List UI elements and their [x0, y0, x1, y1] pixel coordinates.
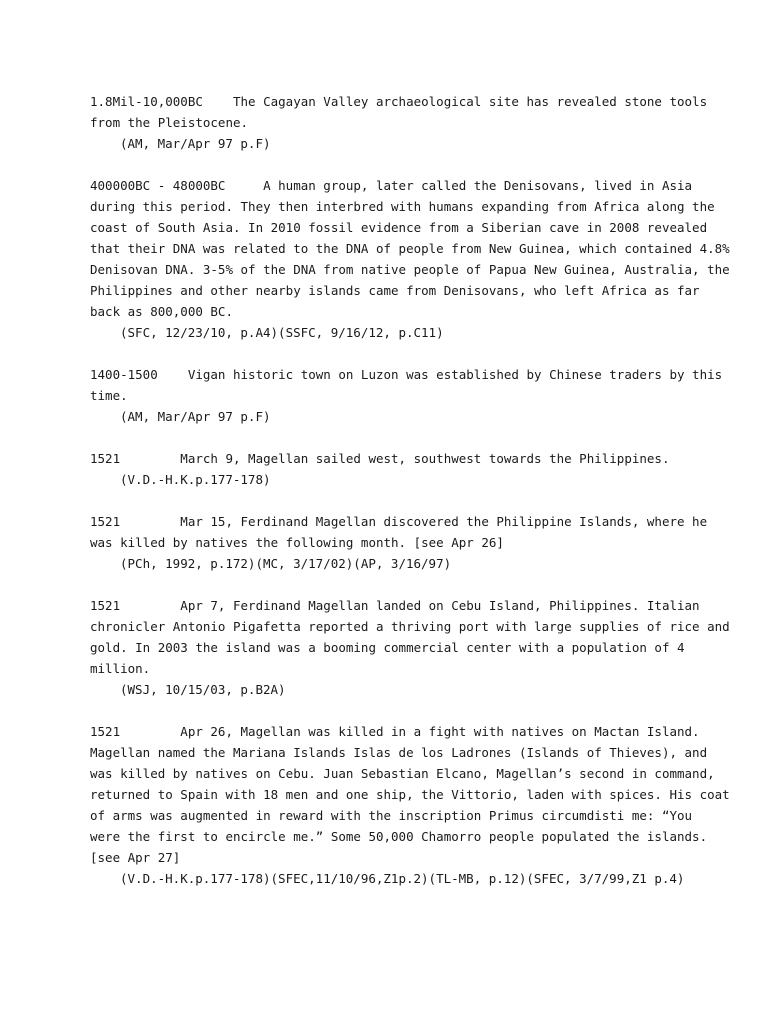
entry-1521-apr-7 — [90, 595, 730, 700]
entry-citation: (AM, Mar/Apr 97 p.F) — [120, 136, 271, 151]
entry-text-line: Denisovan DNA. 3-5% of the DNA from native people of Papua New Guinea, Australia, the — [90, 262, 730, 277]
entry-text-line: back as 800,000 BC. — [90, 304, 233, 319]
entry-text-line: that their DNA was related to the DNA of people from New Guinea, which contained 4.8% — [90, 241, 730, 256]
entry-citation: (WSJ, 10/15/03, p.B2A) — [120, 682, 286, 697]
entry-text-line: of arms was augmented in reward with the inscription Primus circumdisti me: “You — [90, 808, 693, 823]
entry-text-line: were the first to encircle me.” Some 50,000 Chamorro people populated the islands. — [90, 829, 708, 844]
entry-text-line: was killed by natives on Cebu. Juan Sebastian Elcano, Magellan’s second in command, — [90, 766, 715, 781]
entry-text-line: during this period. They then interbred with humans expanding from Africa along the — [90, 199, 715, 214]
entry-citation: (V.D.-H.K.p.177-178)(SFEC,11/10/96,Z1p.2)(TL-MB, p.12)(SFEC, 3/7/99,Z1 p.4) — [120, 871, 685, 886]
entry-text-line: 400000BC - 48000BC A human group, later called the Denisovans, lived in Asia — [90, 178, 693, 193]
entry-denisovans — [90, 175, 730, 343]
entry-citation: (PCh, 1992, p.172)(MC, 3/17/02)(AP, 3/16/97) — [120, 556, 452, 571]
entry-text-line: 1.8Mil-10,000BC The Cagayan Valley archaeological site has revealed stone tools — [90, 94, 708, 109]
entry-text-line: was killed by natives the following month. [see Apr 26] — [90, 535, 504, 550]
entry-text-line: 1400-1500 Vigan historic town on Luzon was established by Chinese traders by this — [90, 367, 723, 382]
entry-text-line: time. — [90, 388, 128, 403]
entry-1521-mar-15 — [90, 511, 708, 574]
entry-citation: (V.D.-H.K.p.177-178) — [120, 472, 271, 487]
entry-citation: (AM, Mar/Apr 97 p.F) — [120, 409, 271, 424]
entry-1521-apr-26 — [90, 721, 730, 889]
entry-citation: (SFC, 12/23/10, p.A4)(SSFC, 9/16/12, p.C11) — [120, 325, 444, 340]
entry-text-line: from the Pleistocene. — [90, 115, 249, 130]
entry-text-line: returned to Spain with 18 men and one ship, the Vittorio, laden with spices. His coat — [90, 787, 730, 802]
entry-text-line: Philippines and other nearby islands came from Denisovans, who left Africa as far — [90, 283, 700, 298]
entry-text-line: 1521 March 9, Magellan sailed west, southwest towards the Philippines. — [90, 451, 670, 466]
entry-text-line: 1521 Apr 26, Magellan was killed in a fight with natives on Mactan Island. — [90, 724, 700, 739]
entry-text-line: 1521 Apr 7, Ferdinand Magellan landed on Cebu Island, Philippines. Italian — [90, 598, 700, 613]
entry-text-line: [see Apr 27] — [90, 850, 181, 865]
entry-text-line: Magellan named the Mariana Islands Islas de los Ladrones (Islands of Thieves), and — [90, 745, 708, 760]
entry-text-line: gold. In 2003 the island was a booming commercial center with a population of 4 — [90, 640, 685, 655]
document-body — [90, 91, 730, 910]
entry-1521-march-9 — [90, 448, 690, 490]
entry-text-line: 1521 Mar 15, Ferdinand Magellan discovered the Philippine Islands, where he — [90, 514, 708, 529]
entry-text-line: million. — [90, 661, 151, 676]
entry-text-line: chronicler Antonio Pigafetta reported a thriving port with large supplies of rice and — [90, 619, 730, 634]
entry-cagayan-valley — [90, 91, 708, 154]
entry-text-line: coast of South Asia. In 2010 fossil evidence from a Siberian cave in 2008 revealed — [90, 220, 708, 235]
entry-vigan — [90, 364, 723, 427]
